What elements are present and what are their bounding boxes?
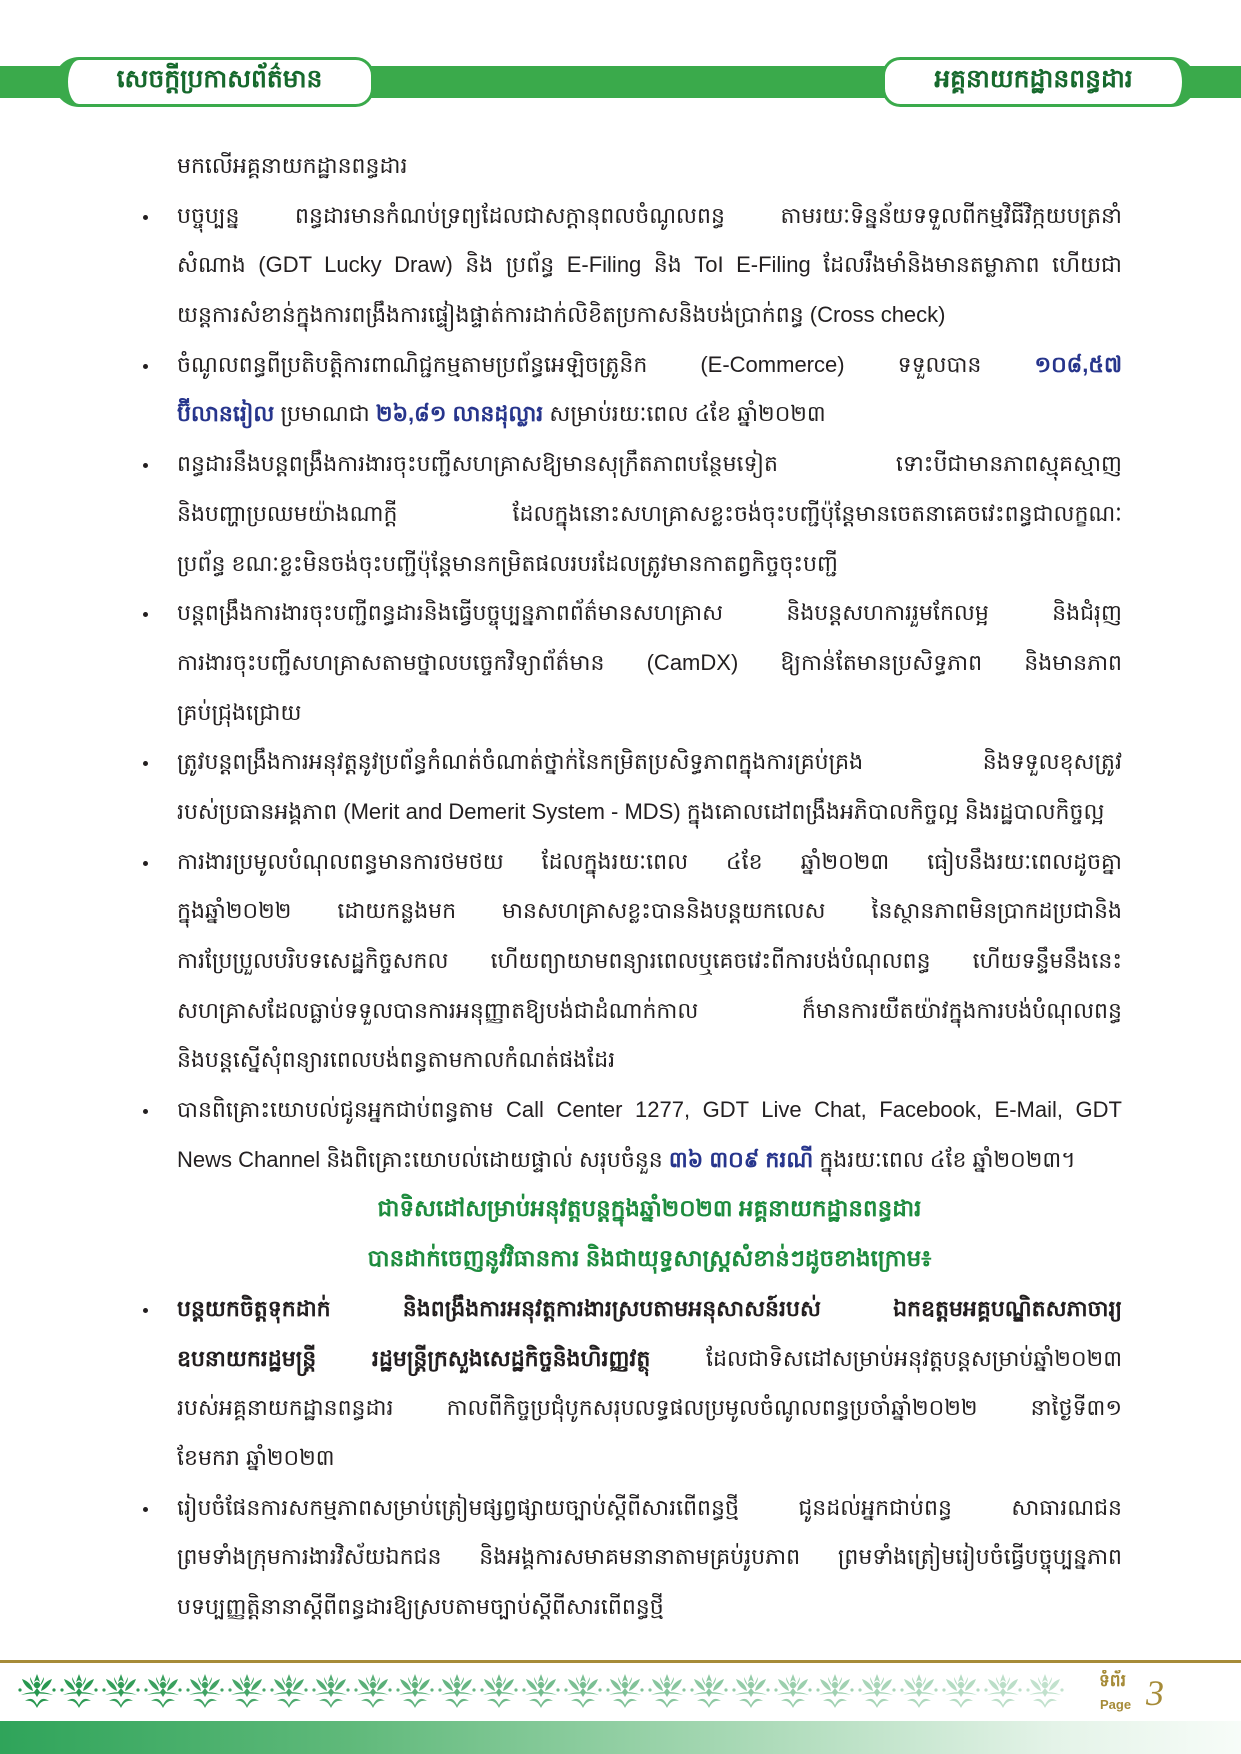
text-run: របស់ប្រធានអង្គភាព (Merit and Demerit System - MDS) ក្នុងគោលដៅពង្រឹងអភិបាលកិច្ចល្អ និងរដ្ឋបាលកិច្ចល្អ (177, 798, 1105, 824)
text-line (177, 936, 1122, 986)
text-line (177, 638, 1122, 688)
news-bullet-list (0, 191, 1241, 1185)
bullet-icon (143, 612, 148, 617)
text-run: បច្ចុប្បន្ន ពន្ធដារមានកំណប់ទ្រព្យដែលជាសក្តានុពលចំណូលពន្ធ តាមរយៈទិន្នន័យទទួលពីកម្មវិធីវិក្កយបត្រនាំ (177, 202, 1122, 228)
flower-ornament-icon (606, 1674, 643, 1708)
bold-text: ឧបនាយករដ្ឋមន្ត្រី រដ្ឋមន្ត្រីក្រសួងសេដ្ឋកិច្ចនិងហិរញ្ញវត្ថុ (177, 1345, 651, 1371)
page-number: 3 (1146, 1673, 1164, 1713)
text-run: ក្នុងឆ្នាំ២០២២ ដោយកន្លងមក មានសហគ្រាសខ្លះបាននិងបន្តយកលេស នៃស្ថានភាពមិនប្រាកដប្រជានិង (177, 898, 1122, 924)
text-run: របស់អគ្គនាយកដ្ឋានពន្ធដារ កាលពីកិច្ចប្រជុំបូកសរុបលទ្ធផលប្រមូលចំណូលពន្ធប្រចាំឆ្នាំ២០២២ នាថ្ងៃទី៣១ (177, 1395, 1122, 1421)
text-run: សំណាង (GDT Lucky Draw) និង ប្រព័ន្ធ E-Filing និង ToI E-Filing ដែលរឹងមាំនិងមានតម្លាភាព ហើយជា (177, 252, 1122, 278)
page-label-english: Page (1100, 1697, 1132, 1712)
text-run: បានពិគ្រោះយោបល់ជូនអ្នកជាប់ពន្ធតាម Call Center 1277, GDT Live Chat, Facebook, E-Mail, GDT (177, 1097, 1122, 1123)
header-right-title: អគ្គនាយកដ្ឋានពន្ធដារ (934, 65, 1133, 93)
text-line (177, 837, 1122, 887)
flower-ornament-icon (396, 1674, 433, 1708)
flower-ornament-icon (774, 1674, 811, 1708)
text-line (177, 1085, 1122, 1135)
footer-gradient-bar (0, 1721, 1241, 1754)
text-line (177, 1433, 1122, 1483)
text-line (177, 588, 1122, 638)
bullet-icon (143, 463, 148, 468)
text-run: ពន្ធដារនឹងបន្តពង្រឹងការងារចុះបញ្ជីសហគ្រាសឱ្យមានសុក្រឹតភាពបន្ថែមទៀត ទោះបីជាមានភាពស្មុគស្មាញ (177, 451, 1122, 477)
text-line (177, 1035, 1122, 1085)
text-run: News Channel និងពិគ្រោះយោបល់ដោយផ្ទាល់ សរុបចំនួន (177, 1146, 669, 1172)
text-line (177, 688, 1122, 738)
section-heading-line: ជាទិសដៅសម្រាប់អនុវត្តបន្តក្នុងឆ្នាំ២០២៣ អគ្គនាយកដ្ឋានពន្ធដារ (377, 1195, 922, 1222)
text-line (177, 1284, 1122, 1334)
highlighted-figure: ៣៦ ៣០៩ ករណី (668, 1146, 814, 1172)
bullet-item (0, 588, 1241, 737)
text-run: ខែមករា ឆ្នាំ២០២៣ (177, 1444, 335, 1470)
bullet-item (0, 191, 1241, 340)
text-run: ប្រព័ន្ធ ខណៈខ្លះមិនចង់ចុះបញ្ជីប៉ុន្តែមានកម្រិតផលរបរដែលត្រូវមានកាតព្វកិច្ចចុះបញ្ជី (177, 550, 838, 576)
flower-ornament-icon (480, 1674, 517, 1708)
highlighted-figure: ២៦,៨១ លានដុល្លារ (375, 401, 544, 427)
flower-ornament-icon (984, 1674, 1021, 1708)
text-line (177, 737, 1122, 787)
text-run: ដែលជាទិសដៅសម្រាប់អនុវត្តបន្តសម្រាប់ឆ្នាំ២០២៣ (650, 1345, 1122, 1371)
flower-ornament-icon (858, 1674, 895, 1708)
text-line (177, 1334, 1122, 1384)
footer-rule (0, 1660, 1241, 1663)
text-line (177, 489, 1122, 539)
bullet-icon (143, 1507, 148, 1512)
text-run: ការងារប្រមូលបំណុលពន្ធមានការថមថយ ដែលក្នុងរយៈពេល ៤ខែ ឆ្នាំ២០២៣ ធៀបនឹងរយៈពេលដូចគ្នា (177, 848, 1122, 874)
header-right-tab (882, 57, 1196, 107)
bullet-item (0, 837, 1241, 1085)
text-line (177, 290, 1122, 340)
bullet-icon (143, 761, 148, 766)
text-line (177, 1582, 1122, 1632)
text-run: ត្រូវបន្តពង្រឹងការអនុវត្តនូវប្រព័ន្ធកំណត់ចំណាត់ថ្នាក់នៃកម្រិតប្រសិទ្ធភាពក្នុងការគ្រប់គ្រង និងទទួលខុសត្រូវ (177, 749, 1122, 775)
bullet-icon (143, 1109, 148, 1114)
text-run: ព្រមទាំងក្រុមការងារវិស័យឯកជន និងអង្គការសមាគមនានាតាមគ្រប់រូបភាព ព្រមទាំងត្រៀមរៀបចំធ្វើបច្ចុប្បន្នភាព (177, 1544, 1122, 1570)
text-run: បន្តពង្រឹងការងារចុះបញ្ជីពន្ធដារនិងធ្វើបច្ចុប្បន្នភាពព័ត៌មានសហគ្រាស និងបន្តសហការរួមកែលម្អ និងជំរុញ (177, 600, 1122, 626)
text-line (177, 1135, 1122, 1185)
bold-text: បន្តយកចិត្តទុកដាក់ និងពង្រឹងការអនុវត្តការងារស្របតាមអនុសាសន៍របស់ ឯកឧត្តមអគ្គបណ្ឌិតសភាចារ្យ (177, 1295, 1122, 1321)
text-run: និងបន្តស្នើសុំពន្យារពេលបង់ពន្ធតាមកាលកំណត់ផងដែរ (177, 1047, 616, 1073)
text-run: ការប្រែប្រួលបរិបទសេដ្ឋកិច្ចសកល ហើយព្យាយាមពន្យារពេលឬគេចវេះពីការបង់បំណុលពន្ធ ហើយទន្ទឹមនឹងនេះ (177, 948, 1122, 973)
flower-ornament-icon (816, 1674, 853, 1708)
flower-ornament-icon (564, 1674, 601, 1708)
flower-ornament-icon (60, 1674, 97, 1708)
text-line (177, 1532, 1122, 1582)
bullet-icon (143, 1308, 148, 1313)
flower-ornament-icon (228, 1674, 265, 1708)
flower-ornament-icon (186, 1674, 223, 1708)
bullet-item (0, 1085, 1241, 1184)
flower-ornament-icon (270, 1674, 307, 1708)
text-line (177, 787, 1122, 837)
flower-ornament-icon (18, 1674, 55, 1708)
text-run: យន្តការសំខាន់ក្នុងការពង្រឹងការផ្ទៀងផ្ទាត់ការដាក់លិខិតប្រកាសនិងបង់ប្រាក់ពន្ធ (Cross check) (177, 302, 946, 328)
text-run: សម្រាប់រយៈពេល ៤ខែ ឆ្នាំ២០២៣ (543, 401, 826, 427)
text-run: ក្នុងរយៈពេល ៤ខែ ឆ្នាំ២០២៣។ (813, 1146, 1076, 1172)
page-label-khmer: ទំព័រ (1099, 1671, 1126, 1690)
text-line (177, 986, 1122, 1036)
text-line (177, 389, 1122, 439)
document-body (0, 141, 1241, 1632)
bullet-item (0, 1284, 1241, 1483)
intro-line: មកលើអគ្គនាយកដ្ឋានពន្ធដារ (177, 153, 408, 178)
highlighted-figure: ប៊ីលានរៀល (177, 401, 275, 427)
text-run: ប្រមាណជា (274, 401, 376, 427)
text-line (177, 1483, 1122, 1533)
header-left-tab (54, 57, 374, 107)
flower-ornament-icon (102, 1674, 139, 1708)
text-line (177, 191, 1122, 241)
highlighted-figure: ១០៨,៥៧ (1034, 351, 1122, 377)
text-line (177, 886, 1122, 936)
bullet-icon (143, 364, 148, 369)
flower-ornament-icon (522, 1674, 559, 1708)
text-run: ចំណូលពន្ធពីប្រតិបត្តិការពាណិជ្ជកម្មតាមប្រព័ន្ធអេឡិចត្រូនិក (E-Commerce) ទទួលបាន (177, 351, 1035, 377)
text-line (177, 439, 1122, 489)
section-heading-line: បានដាក់ចេញនូវវិធានការ និងជាយុទ្ធសាស្ត្រសំខាន់ៗដូចខាងក្រោម៖ (367, 1245, 932, 1272)
bullet-item (0, 439, 1241, 588)
flower-ornament-icon (1026, 1674, 1063, 1708)
bullet-item (0, 340, 1241, 439)
directions-bullet-list (0, 1284, 1241, 1632)
bullet-icon (143, 215, 148, 220)
text-run: គ្រប់ជ្រុងជ្រោយ (177, 699, 302, 725)
flower-ornament-icon (732, 1674, 769, 1708)
flower-ornament-icon (648, 1674, 685, 1708)
text-line (177, 1383, 1122, 1433)
bullet-item (0, 737, 1241, 836)
bullet-icon (143, 861, 148, 866)
flower-ornament-icon (312, 1674, 349, 1708)
flower-ornament-icon (354, 1674, 391, 1708)
text-run: ការងារចុះបញ្ជីសហគ្រាសតាមថ្នាលបច្ចេកវិទ្យាព័ត៌មាន (CamDX) ឱ្យកាន់តែមានប្រសិទ្ធភាព និងមានភាព (177, 649, 1122, 675)
text-line (177, 240, 1122, 290)
header-left-title: សេចក្តីប្រកាសព័ត៌មាន (116, 65, 323, 93)
flower-ornament-icon (900, 1674, 937, 1708)
text-line (177, 539, 1122, 589)
flower-ornament-icon (144, 1674, 181, 1708)
flower-ornament-icon (942, 1674, 979, 1708)
text-line (177, 340, 1122, 390)
bullet-item (0, 1483, 1241, 1632)
flower-ornament-icon (690, 1674, 727, 1708)
text-run: រៀបចំផែនការសកម្មភាពសម្រាប់ត្រៀមផ្សព្វផ្សាយច្បាប់ស្តីពីសារពើពន្ធថ្មី ជូនដល់អ្នកជាប់ពន្ធ សាធារណជន (177, 1494, 1122, 1520)
text-run: បទប្បញ្ញត្តិនានាស្តីពីពន្ធដារឱ្យស្របតាមច្បាប់ស្តីពីសារពើពន្ធថ្មី (177, 1593, 664, 1619)
text-run: និងបញ្ហាប្រឈមយ៉ាងណាក្តី ដែលក្នុងនោះសហគ្រាសខ្លះចង់ចុះបញ្ជីប៉ុន្តែមានចេតនាគេចវេះពន្ធជាលក្ខណៈ (177, 500, 1122, 526)
flower-ornament-icon (438, 1674, 475, 1708)
text-run: សហគ្រាសដែលធ្លាប់ទទួលបានការអនុញ្ញាតឱ្យបង់ជាដំណាក់កាល ក៏មានការយឺតយ៉ាវក្នុងការបង់បំណុលពន្ធ (177, 997, 1122, 1023)
footer-ornament-band (0, 1668, 1241, 1714)
